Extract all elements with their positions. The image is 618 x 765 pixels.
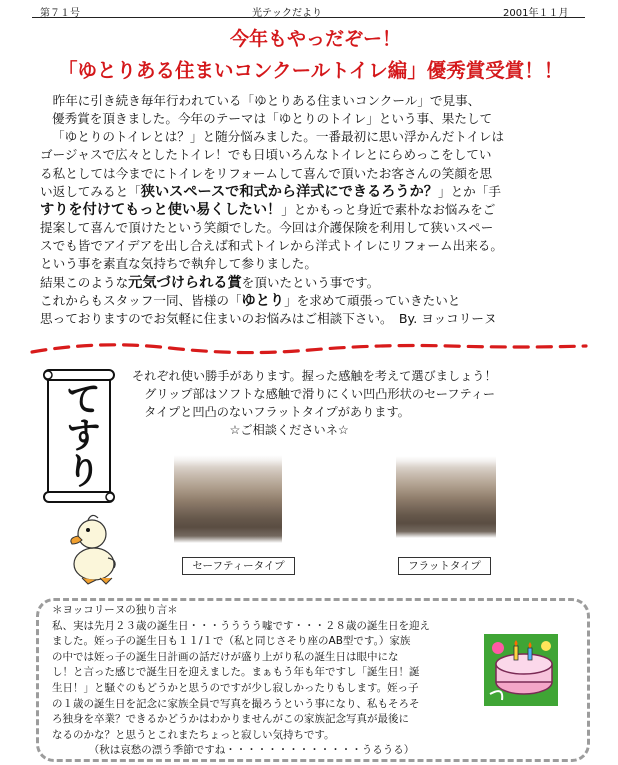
issue-date: 2001年１１月: [503, 8, 569, 19]
article-line: 思っておりますのでお気軽に住まいのお悩みはご相談下さい。 By. ヨッコリーヌ: [40, 310, 497, 326]
newsletter-name: 光テックだより: [252, 8, 322, 19]
monologue-line: ました。姪っ子の誕生日も１１/１で（私と同じさそり座のAB型です。）家族: [52, 635, 411, 648]
tesuri-description: それぞれ使い勝手があります。握った感触を考えて選びましょう！ グリップ部はソフトな感触で滑りにくい凹凸形状のセーフティー タイプと凹凸のないフラットタイプがあります。 ☆ご相談くださいネ☆: [132, 369, 497, 437]
article-line: 昨年に引き続き毎年行われている「ゆとりある住まいコンクール」で見事、: [40, 93, 481, 108]
article-line: 結果このような元気づけられる賞を頂いたという事です。: [40, 274, 380, 291]
flat-type-caption: フラットタイプ: [398, 557, 491, 575]
monologue-body: [52, 603, 482, 759]
article-line: これからもスタッフ一同、皆様の「ゆとり」を求めて頑張っていきたいと: [40, 292, 461, 309]
tesuri-banner-text: てすり: [60, 380, 101, 488]
issue-number: 第７１号: [40, 8, 80, 19]
monologue-line: し！と言った感じで誕生日を迎えました。まぁもう年も年ですし「誕生日！誕: [52, 666, 420, 679]
highlight-tesuri: すりを付けてもっと使い易くしたい！: [40, 201, 282, 218]
header-divider: [32, 17, 585, 18]
article-line: スでも皆でアイデアを出し合えば和式トイレから洋式トイレにリフォーム出来る。: [40, 238, 503, 254]
birthday-cake-illustration: [484, 634, 558, 706]
monologue-line: の中では姪っ子の誕生日計画の話だけが盛り上がり私の誕生日は眼中にな: [52, 650, 399, 663]
article-line: 提案して喜んで頂けたという笑顔でした。今回は介護保険を利用して狭いスペー: [40, 220, 494, 236]
wavy-divider: [30, 336, 590, 360]
article-line: ゴージャスで広々としたトイレ！でも日頃いろんなトイレとにらめっこをしてい: [40, 147, 492, 163]
article-line: い返してみると「狭いスペースで和式から洋式にできるろうか？」とか「手: [40, 183, 501, 200]
monologue-line: 生日！」と騒ぐのもどうかと思うのですが少し寂しかったりもします。姪っ子: [52, 681, 419, 694]
monologue-line: の１歳の誕生日を記念に家族全員で写真を撮ろうという事になり、私もそろそ: [52, 697, 420, 710]
highlight-award: 元気づけられる賞: [128, 274, 242, 291]
monologue-line: なるのかな？と思うとこれまたちょっと寂しい気持ちです。: [52, 728, 335, 741]
highlight-washiki: 狭いスペースで和式から洋式にできるろうか？: [140, 183, 438, 200]
title-line-2: 「ゆとりある住まいコンクールトイレ編」優秀賞受賞！！: [58, 59, 564, 82]
title-line-1: 今年もやっだぞー！: [230, 28, 402, 50]
highlight-yutori: ゆとり: [241, 292, 285, 309]
monologue-line: 私、実は先月２３歳の誕生日・・・うううう嘘です・・・２８歳の誕生日を迎え: [52, 619, 430, 632]
article-line: 優秀賞を頂きました。今年のテーマは「ゆとりのトイレ」という事、果たして: [52, 111, 493, 127]
article-line: という事を素直な気持ちで執弁して参りました。: [40, 256, 317, 272]
article-line: る私としては今までにトイレをリフォームして喜んで頂いたお客さんの笑顔を思: [40, 165, 493, 181]
duck-mascot-illustration: [62, 508, 122, 588]
monologue-line: ろ独身を卒業？できるかどうかはわかりませんがこの家族記念写真が最後に: [52, 713, 409, 726]
monologue-line: （秋は哀愁の漂う季節ですね・・・・・・・・・・・・・うるうる）: [52, 744, 415, 757]
article-line: 「ゆとりのトイレとは？」と随分悩みました。一番最初に思い浮かんだトイレは: [52, 129, 505, 145]
safety-type-handrail-photo: [174, 455, 282, 543]
article-line: すりを付けてもっと使い易くしたい！」とかもっと身近で素朴なお悩みをご: [40, 201, 496, 218]
article-body: [40, 92, 592, 328]
flat-type-handrail-photo: [396, 456, 496, 538]
safety-type-caption: セーフティータイプ: [182, 557, 295, 575]
monologue-title: ＊ヨッコリーヌの独り言＊: [52, 604, 178, 616]
